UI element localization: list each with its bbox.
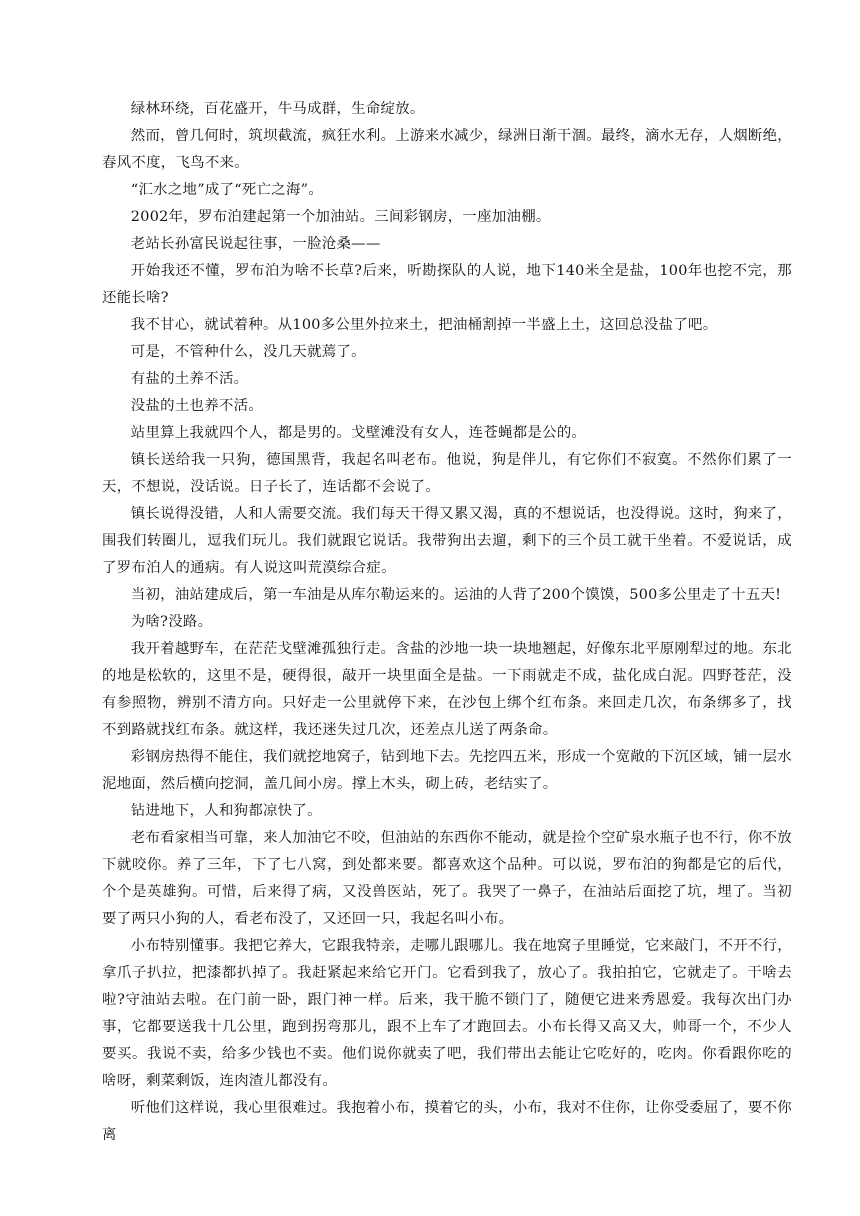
paragraph: 我开着越野车，在茫茫戈壁滩孤独行走。含盐的沙地一块一块地翘起，好像东北平原刚犁过的地。东北的地是松软的，这里不是，硬得很，敲开一块里面全是盐。一下雨就走不成，盐化成白泥。四野苍茫，没有参照物，辨别不清方向。只好走一公里就停下来，在沙包上绑个红布条。来回走几次，布条绑多了，找不到路就找红布条。就这样，我还迷失过几次，还差点儿送了两条命。	[102, 641, 792, 738]
paragraph: 2002年，罗布泊建起第一个加油站。三间彩钢房，一座加油棚。	[130, 209, 551, 225]
paragraph: 有盐的土养不活。	[130, 371, 249, 387]
paragraph: 当初，油站建成后，第一车油是从库尔勒运来的。运油的人背了200个馍馍，500多公里走了十五天!	[130, 587, 782, 603]
paragraph: 没盐的土也养不活。	[130, 398, 264, 414]
paragraph: 老布看家相当可靠，来人加油它不咬，但油站的东西你不能动，就是捡个空矿泉水瓶子也不行，你不放下就咬你。养了三年，下了七八窝，到处都来要。都喜欢这个品种。可以说，罗布泊的狗都是它的后代，个个是英雄狗。可惜，后来得了病，又没兽医站，死了。我哭了一鼻子，在油站后面挖了坑，埋了。当初要了两只小狗的人，看老布没了，又还回一只，我起名叫小布。	[102, 830, 792, 927]
paragraph: 开始我还不懂，罗布泊为啥不长草?后来，听勘探队的人说，地下140米全是盐，100年也挖不完，那还能长啥?	[102, 263, 792, 306]
paragraph: 听他们这样说，我心里很难过。我抱着小布，摸着它的头，小布，我对不住你，让你受委屈了，要不你离	[102, 1100, 792, 1143]
paragraph: 站里算上我就四个人，都是男的。戈壁滩没有女人，连苍蝇都是公的。	[130, 425, 587, 441]
paragraph: 然而，曾几何时，筑坝截流，疯狂水利。上游来水减少，绿洲日渐干涸。最终，滴水无存，人烟断绝，春风不度，飞鸟不来。	[102, 128, 792, 171]
paragraph: 镇长送给我一只狗，德国黑背，我起名叫老布。他说，狗是伴儿，有它你们不寂寞。不然你们累了一天，不想说，没话说。日子长了，连话都不会说了。	[102, 452, 792, 495]
paragraph: 可是，不管种什么，没几天就蔫了。	[130, 344, 366, 360]
paragraph: 绿林环绕，百花盛开，牛马成群，生命绽放。	[130, 101, 425, 117]
paragraph: 小布特别懂事。我把它养大，它跟我特亲，走哪儿跟哪儿。我在地窝子里睡觉，它来敲门，不开不行，拿爪子扒拉，把漆都扒掉了。我赶紧起来给它开门。它看到我了，放心了。我拍拍它，它就走了。干啥去啦?守油站去啦。在门前一卧，跟门神一样。后来，我干脆不锁门了，随便它进来秀恩爱。我每次出门办事，它都要送我十几公里，跑到拐弯那儿，跟不上车了才跑回去。小布长得又高又大，帅哥一个，不少人要买。我说不卖，给多少钱也不卖。他们说你就卖了吧，我们带出去能让它吃好的，吃肉。你看跟你吃的啥呀，剩菜剩饭，连肉渣儿都没有。	[102, 938, 792, 1089]
paragraph: 钻进地下，人和狗都凉快了。	[130, 803, 322, 819]
paragraph: 为啥?没路。	[130, 614, 213, 630]
paragraph: 我不甘心，就试着种。从100多公里外拉来土，把油桶割掉一半盛上土，这回总没盐了吧。	[130, 317, 718, 333]
paragraph: 镇长说得没错，人和人需要交流。我们每天干得又累又渴，真的不想说话，也没得说。这时，狗来了，围我们转圈儿，逗我们玩儿。我们就跟它说话。我带狗出去遛，剩下的三个员工就干坐着。不爱说话，成了罗布泊人的通病。有人说这叫荒漠综合症。	[102, 506, 792, 576]
document-body	[102, 96, 792, 1149]
paragraph: 老站长孙富民说起往事，一脸沧桑——	[130, 236, 381, 252]
paragraph: “汇水之地”成了“死亡之海”。	[130, 182, 324, 198]
paragraph: 彩钢房热得不能住，我们就挖地窝子，钻到地下去。先挖四五米，形成一个宽敞的下沉区域，铺一层水泥地面，然后横向挖洞，盖几间小房。撑上木头，砌上砖，老结实了。	[102, 749, 792, 792]
